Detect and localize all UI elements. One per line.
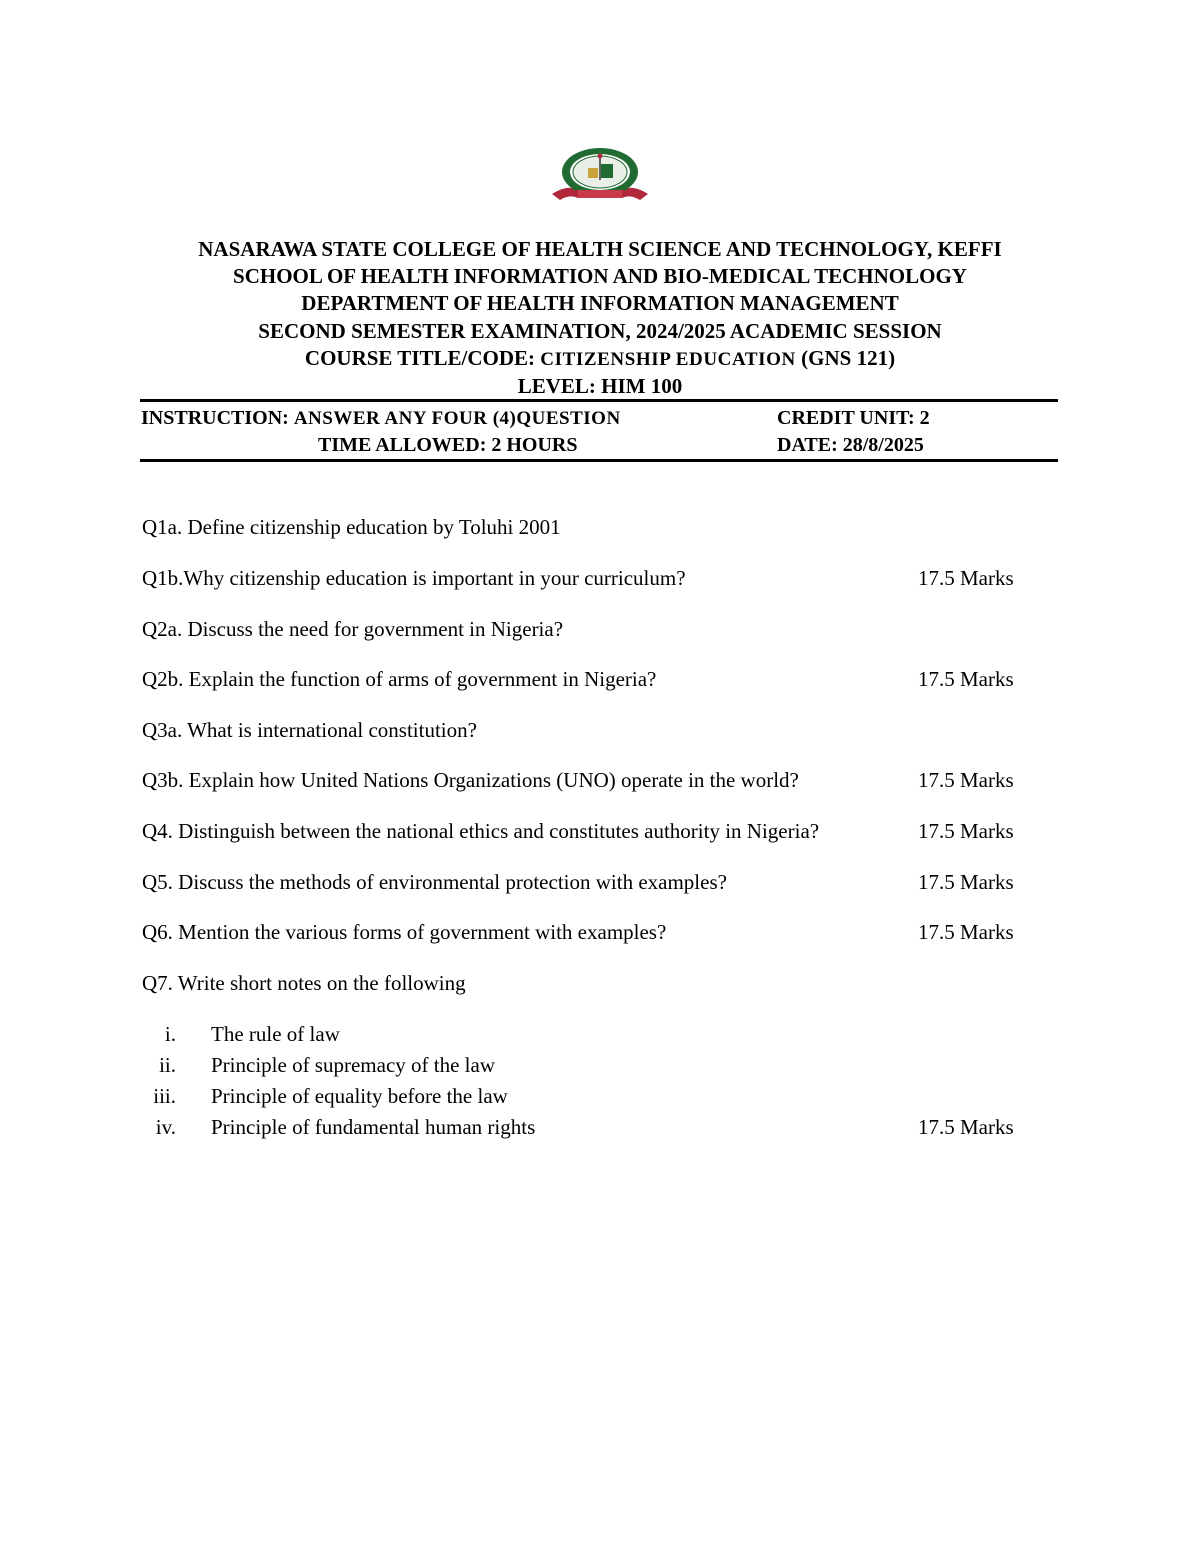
question-q4: Q4. Distinguish between the national ethics and constitutes authority in Nigeria?: [142, 819, 820, 843]
question-q5: Q5. Discuss the methods of environmental protection with examples?: [142, 870, 727, 894]
question-q2b: Q2b. Explain the function of arms of government in Nigeria?: [142, 667, 657, 691]
college-crest-logo: [548, 144, 652, 208]
course-title: CITIZENSHIP EDUCATION: [540, 348, 796, 370]
instruction-text: ANSWER ANY FOUR (4)QUESTION: [293, 408, 621, 429]
time-allowed: TIME ALLOWED: 2 HOURS: [318, 434, 578, 456]
q7-item-text: Principle of supremacy of the law: [211, 1053, 495, 1077]
instruction-prefix: INSTRUCTION:: [141, 407, 294, 429]
marks-q6: 17.5 Marks: [918, 920, 1014, 944]
q7-item-number: i.: [164, 1022, 176, 1046]
marks-q4: 17.5 Marks: [918, 819, 1014, 843]
school-name: SCHOOL OF HEALTH INFORMATION AND BIO-MEDICAL TECHNOLOGY: [233, 264, 967, 289]
marks-q2: 17.5 Marks: [918, 667, 1014, 691]
q7-item-text: The rule of law: [211, 1022, 340, 1046]
exam-date: DATE: 28/8/2025: [777, 434, 924, 456]
course-prefix: COURSE TITLE/CODE:: [304, 345, 541, 370]
question-q2a: Q2a. Discuss the need for government in Nigeria?: [142, 617, 564, 641]
question-q3a: Q3a. What is international constitution?: [142, 718, 477, 742]
q7-item-number: ii.: [159, 1053, 176, 1077]
exam-session: SECOND SEMESTER EXAMINATION, 2024/2025 ACADEMIC SESSION: [258, 318, 942, 343]
exam-header: [0, 236, 1200, 400]
top-divider: [140, 399, 1058, 402]
college-name: NASARAWA STATE COLLEGE OF HEALTH SCIENCE AND TECHNOLOGY, KEFFI: [198, 237, 1002, 261]
bottom-divider: [140, 459, 1058, 462]
q7-item-number: iii.: [153, 1084, 176, 1108]
q7-item-number: iv.: [155, 1115, 176, 1139]
marks-q3: 17.5 Marks: [918, 768, 1014, 792]
question-q1b: Q1b.Why citizenship education is important in your curriculum?: [142, 566, 686, 590]
course-code: (GNS 121): [795, 345, 896, 370]
question-q7: Q7. Write short notes on the following: [142, 971, 466, 995]
course-line: [0, 345, 1200, 373]
marks-q1: 17.5 Marks: [918, 566, 1014, 590]
q7-item-text: Principle of fundamental human rights: [211, 1115, 536, 1139]
question-q6: Q6. Mention the various forms of government with examples?: [142, 920, 667, 944]
credit-unit: CREDIT UNIT: 2: [777, 407, 930, 429]
department-name: DEPARTMENT OF HEALTH INFORMATION MANAGEMENT: [301, 291, 899, 316]
question-q3b: Q3b. Explain how United Nations Organizations (UNO) operate in the world?: [142, 768, 799, 792]
level: LEVEL: HIM 100: [517, 374, 683, 399]
q7-item-text: Principle of equality before the law: [211, 1084, 508, 1108]
marks-q5: 17.5 Marks: [918, 870, 1014, 894]
instruction: [141, 407, 621, 430]
marks-q7: 17.5 Marks: [918, 1115, 1014, 1139]
question-q1a: Q1a. Define citizenship education by Toluhi 2001: [142, 515, 561, 539]
